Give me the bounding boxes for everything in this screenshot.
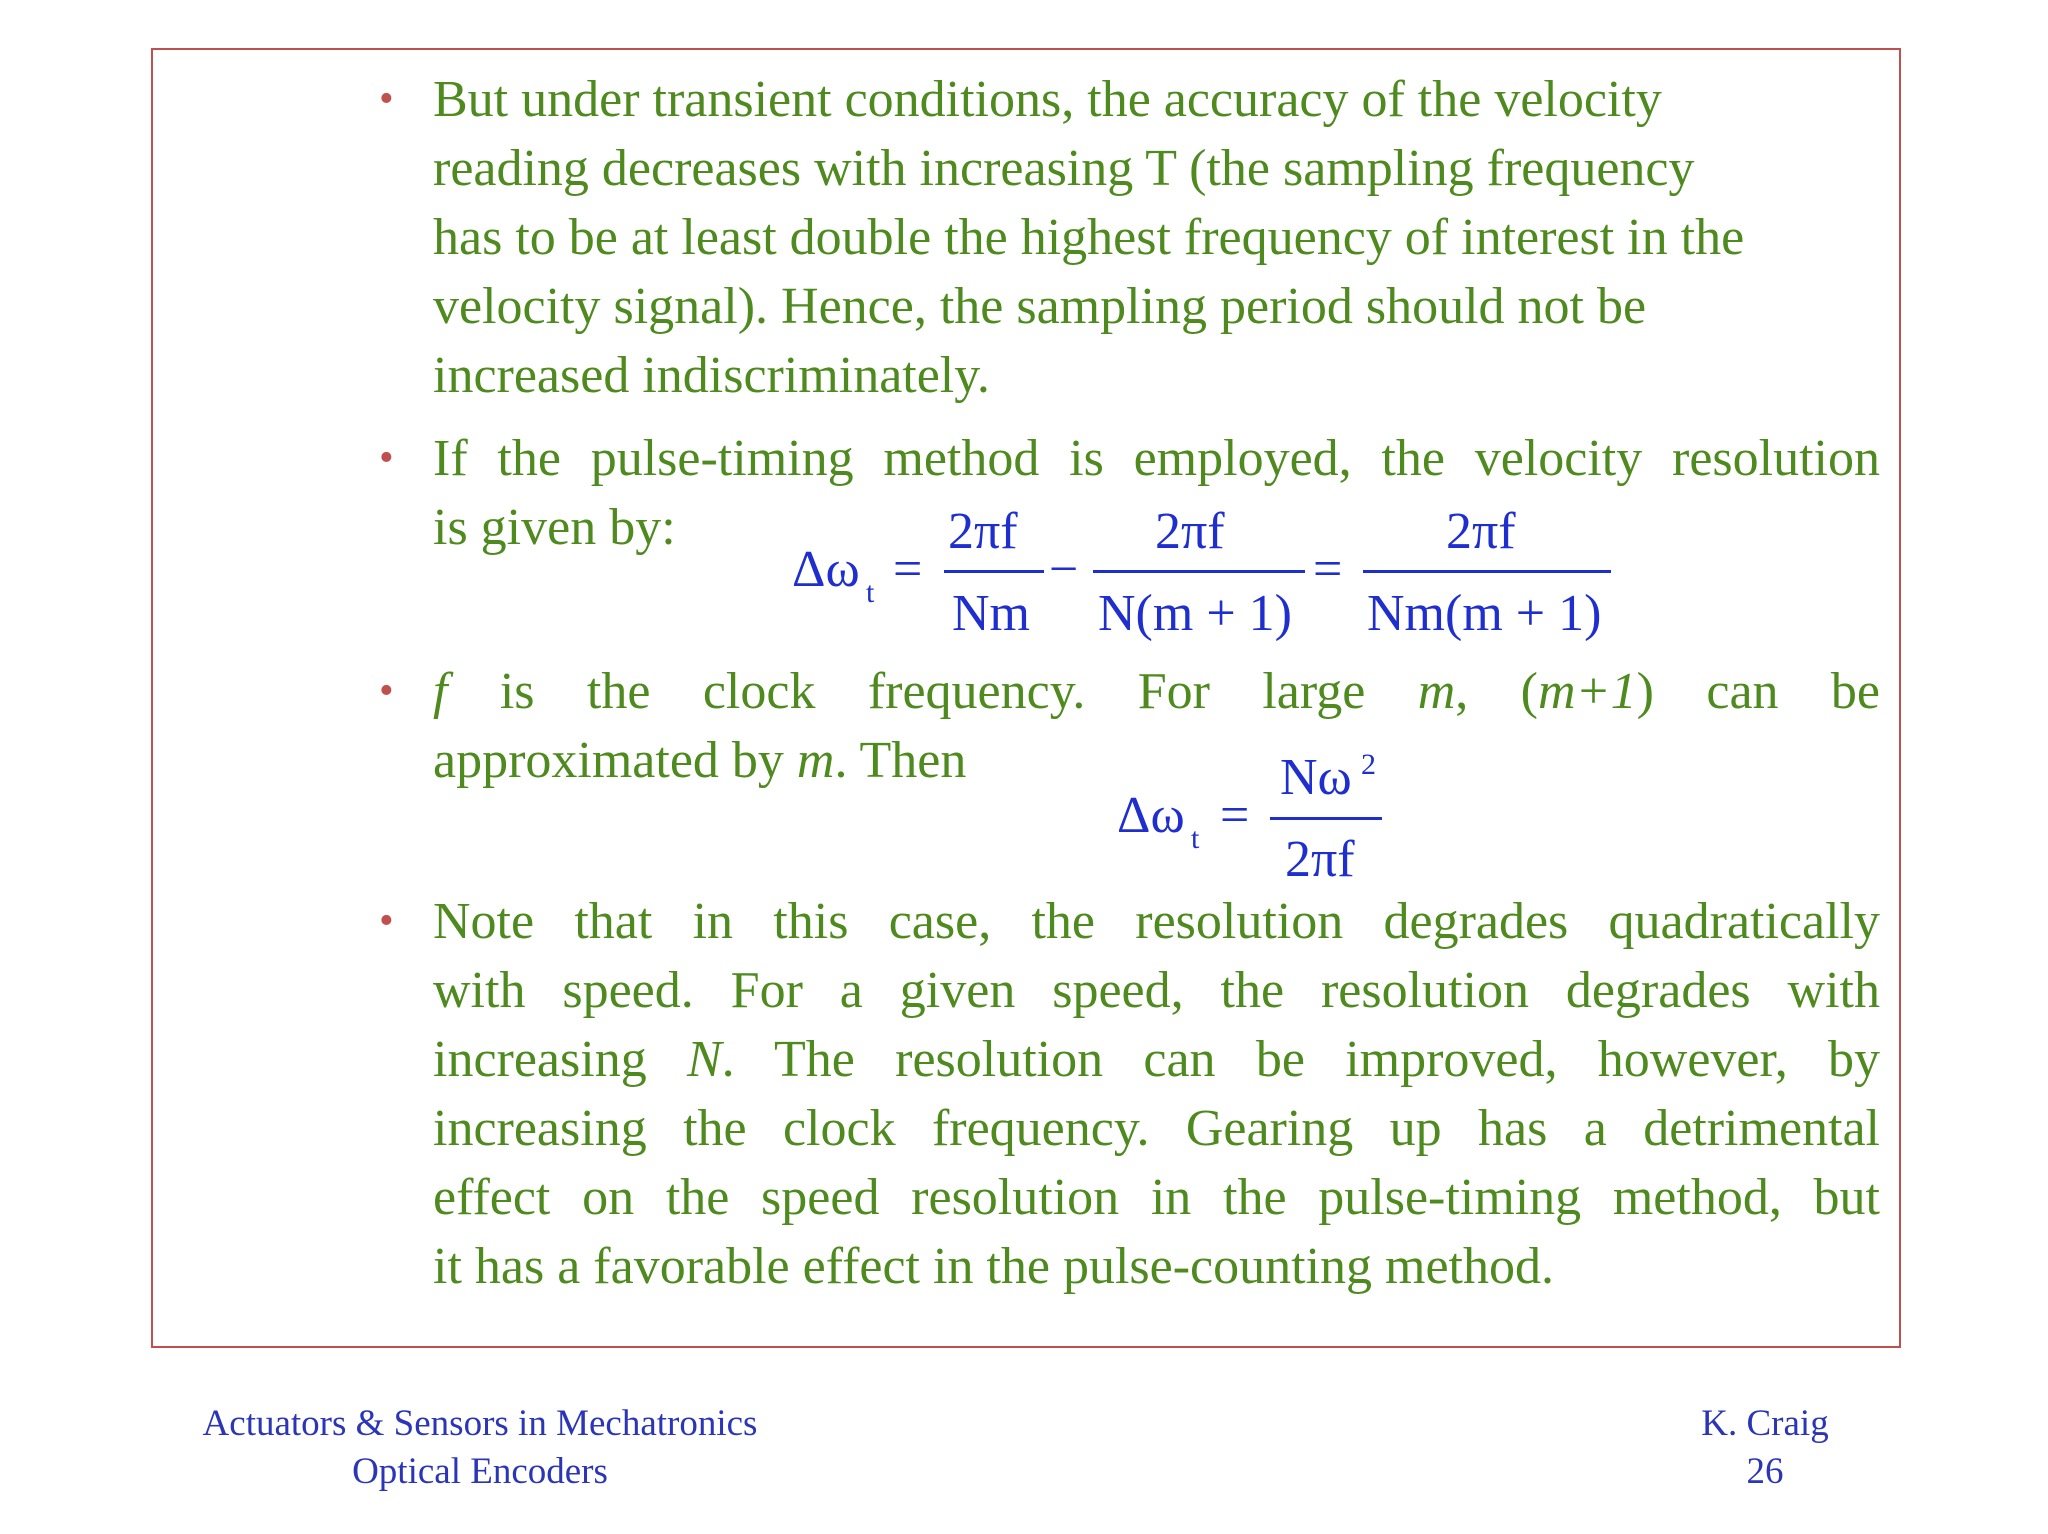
- eq2-superscript: 2: [1361, 748, 1376, 781]
- eq1-fraction-bar-2: [1093, 570, 1305, 573]
- bullet-4-line: it has a favorable effect in the pulse-counting method.: [433, 1238, 1554, 1295]
- footer-left: [170, 1400, 790, 1496]
- footer-topic: Optical Encoders: [352, 1451, 608, 1492]
- eq1-equals: =: [893, 541, 923, 598]
- bullet-3-text: [433, 657, 1880, 795]
- eq1-den3: Nm(m + 1): [1367, 585, 1602, 642]
- eq1-minus: −: [1049, 541, 1079, 598]
- bullet-3-text-part: approximated by: [433, 732, 784, 789]
- bullet-4-text: [433, 887, 1880, 1301]
- eq1-subscript: t: [866, 576, 875, 609]
- bullet-1-line: But under transient conditions, the accuracy of the velocity: [433, 71, 1662, 128]
- bullet-1-line: increased indiscriminately.: [433, 347, 990, 404]
- bullet-3-marker: •: [379, 668, 394, 714]
- bullet-2-marker: •: [379, 435, 394, 481]
- bullet-1-line: velocity signal). Hence, the sampling period should not be: [433, 278, 1647, 335]
- bullet-4-marker: •: [379, 898, 394, 944]
- eq2-equals: =: [1220, 787, 1250, 844]
- bullet-4-line: with speed. For a given speed, the resolution degrades with: [433, 962, 1880, 1019]
- eq1-num3: 2πf: [1446, 503, 1516, 560]
- footer-author: K. Craig: [1701, 1403, 1829, 1444]
- eq1-fraction-bar-1: [944, 570, 1044, 573]
- var-N: N: [686, 1031, 722, 1088]
- bullet-1-text: [433, 65, 1880, 410]
- eq1-equals-2: =: [1313, 541, 1343, 598]
- bullet-2-line: If the pulse-timing method is employed, the velocity resolution: [433, 430, 1880, 487]
- eq2-lhs: Δω: [1117, 787, 1185, 844]
- bullet-3-text-part: , (: [1455, 663, 1538, 720]
- eq1-num2: 2πf: [1155, 503, 1225, 560]
- bullet-4-line-3: increasing N. The resolution can be improved, however, by: [433, 1031, 1881, 1088]
- eq2-den: 2πf: [1285, 831, 1355, 888]
- eq1-num1: 2πf: [948, 503, 1018, 560]
- bullet-4-line: [433, 1025, 1880, 1094]
- var-m: m: [796, 732, 835, 789]
- bullet-4-line: Note that in this case, the resolution degrades quadratically: [433, 893, 1880, 950]
- footer-right: [1660, 1400, 1870, 1496]
- eq2-subscript: t: [1191, 822, 1200, 855]
- footer-page-number: 26: [1746, 1451, 1784, 1492]
- bullet-1-marker: •: [379, 76, 394, 122]
- eq1-lhs: Δω: [792, 541, 860, 598]
- bullet-1-line: reading decreases with increasing T (the sampling frequency: [433, 140, 1695, 197]
- eq1-den2: N(m + 1): [1098, 585, 1292, 642]
- bullet-4-line: effect on the speed resolution in the pulse-timing method, but: [433, 1169, 1880, 1226]
- eq2-fraction-bar: [1270, 817, 1382, 820]
- eq2-num: Nω: [1280, 749, 1352, 806]
- eq1-fraction-bar-3: [1363, 570, 1611, 573]
- bullet-4-line: increasing the clock frequency. Gearing up has a detrimental: [433, 1100, 1880, 1157]
- var-m: m: [1417, 663, 1456, 720]
- footer-course: Actuators & Sensors in Mechatronics: [202, 1403, 758, 1444]
- var-f: f: [433, 663, 448, 720]
- bullet-2-line: is given by:: [433, 499, 676, 556]
- bullet-1-line: has to be at least double the highest frequency of interest in the: [433, 209, 1745, 266]
- bullet-3-text-part: . Then: [834, 732, 967, 789]
- bullet-3-line: [433, 726, 1880, 795]
- eq1-den1: Nm: [952, 585, 1030, 642]
- bullet-3-text-part: is the clock frequency. For large: [499, 663, 1366, 720]
- var-m-plus-1: m+1: [1538, 663, 1637, 720]
- bullet-3-line: [433, 657, 1880, 726]
- bullet-3-text-part: ) can be: [1636, 663, 1880, 720]
